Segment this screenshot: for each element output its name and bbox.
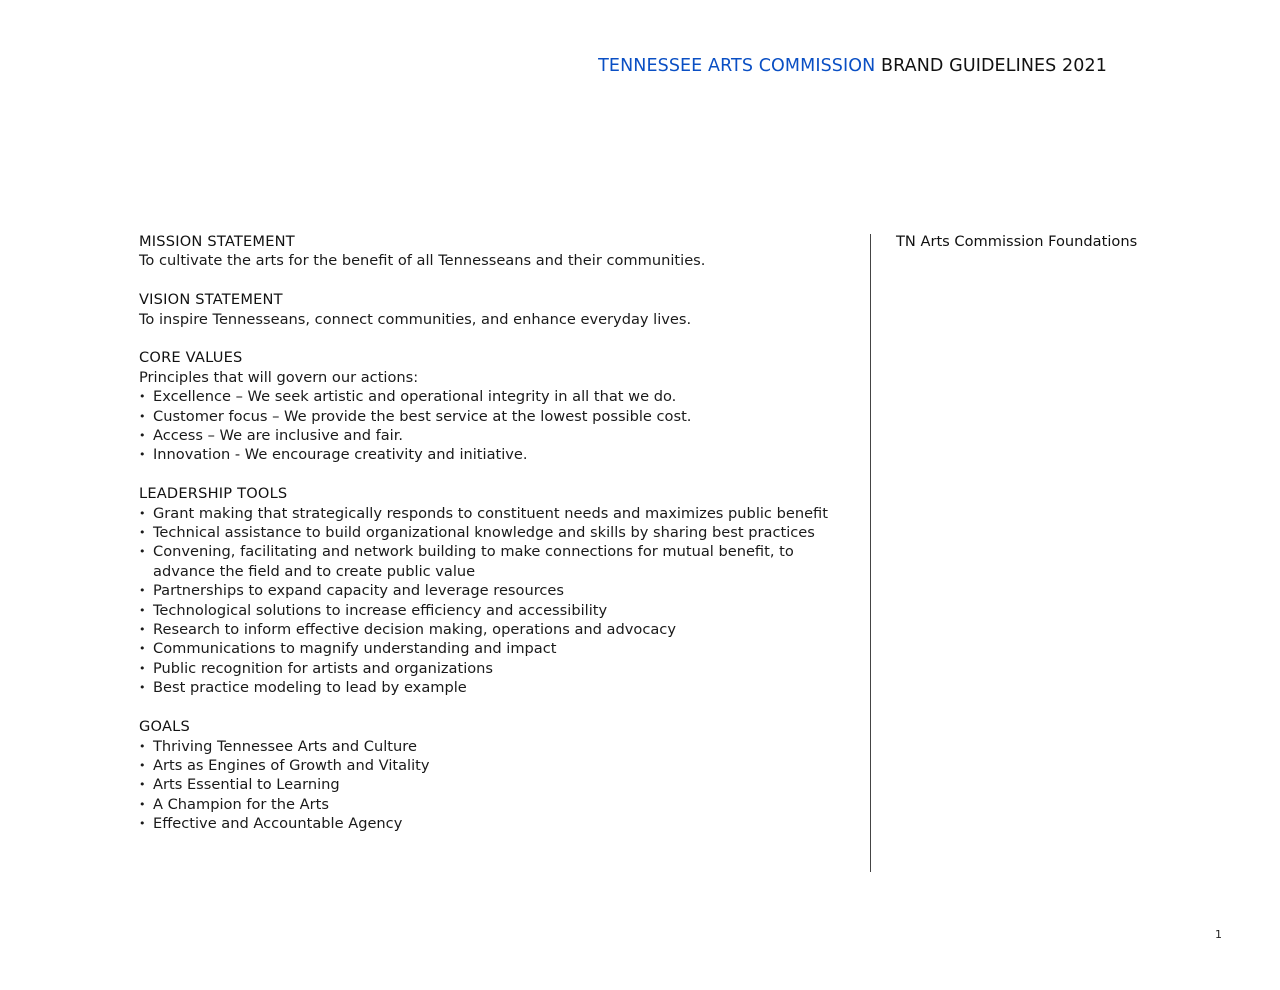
vision-section bbox=[139, 290, 859, 329]
list-item: • Customer focus – We provide the best service at the lowest possible cost. bbox=[139, 407, 859, 426]
mission-section bbox=[139, 232, 859, 271]
list-item: • Access – We are inclusive and fair. bbox=[139, 426, 859, 445]
list-item: • A Champion for the Arts bbox=[139, 795, 859, 814]
header-brand: TENNESSEE ARTS COMMISSION bbox=[598, 56, 876, 76]
list-item: • Grant making that strategically responds to constituent needs and maximizes public benefit bbox=[139, 504, 859, 523]
list-item: • Public recognition for artists and organizations bbox=[139, 659, 859, 678]
leadership-tools-section bbox=[139, 484, 859, 697]
list-item: • Thriving Tennessee Arts and Culture bbox=[139, 737, 859, 756]
list-item: • Partnerships to expand capacity and leverage resources bbox=[139, 581, 859, 600]
page-header bbox=[598, 56, 1107, 76]
list-item: • Convening, facilitating and network building to make connections for mutual benefit, to advance the field and to create public value bbox=[139, 542, 859, 581]
list-item: • Arts as Engines of Growth and Vitality bbox=[139, 756, 859, 775]
list-item: • Communications to magnify understanding and impact bbox=[139, 639, 859, 658]
list-item: • Research to inform effective decision making, operations and advocacy bbox=[139, 620, 859, 639]
core-values-list bbox=[139, 387, 859, 465]
main-content bbox=[139, 232, 859, 853]
list-item: • Effective and Accountable Agency bbox=[139, 814, 859, 833]
leadership-tools-list bbox=[139, 504, 859, 698]
core-values-section bbox=[139, 348, 859, 464]
section-text: To inspire Tennesseans, connect communities, and enhance everyday lives. bbox=[139, 310, 692, 328]
list-item: • Technological solutions to increase efficiency and accessibility bbox=[139, 601, 859, 620]
list-item: • Excellence – We seek artistic and operational integrity in all that we do. bbox=[139, 387, 859, 406]
section-heading: VISION STATEMENT bbox=[139, 291, 283, 309]
header-title: BRAND GUIDELINES 2021 bbox=[881, 56, 1107, 76]
list-item: • Best practice modeling to lead by example bbox=[139, 678, 859, 697]
goals-list bbox=[139, 737, 859, 834]
section-heading: CORE VALUES bbox=[139, 349, 243, 367]
sidebar-title: TN Arts Commission Foundations bbox=[896, 233, 1138, 250]
section-heading: GOALS bbox=[139, 718, 190, 736]
section-heading: MISSION STATEMENT bbox=[139, 233, 295, 250]
goals-section bbox=[139, 717, 859, 833]
list-item: • Innovation - We encourage creativity and initiative. bbox=[139, 445, 859, 464]
section-text: To cultivate the arts for the benefit of all Tennesseans and their communities. bbox=[139, 252, 706, 270]
section-heading: LEADERSHIP TOOLS bbox=[139, 485, 288, 503]
page-number: 1 bbox=[1215, 928, 1222, 941]
list-item: • Arts Essential to Learning bbox=[139, 775, 859, 794]
vertical-divider bbox=[870, 234, 871, 872]
list-item: • Technical assistance to build organizational knowledge and skills by sharing best practices bbox=[139, 523, 859, 542]
section-intro: Principles that will govern our actions: bbox=[139, 368, 419, 386]
